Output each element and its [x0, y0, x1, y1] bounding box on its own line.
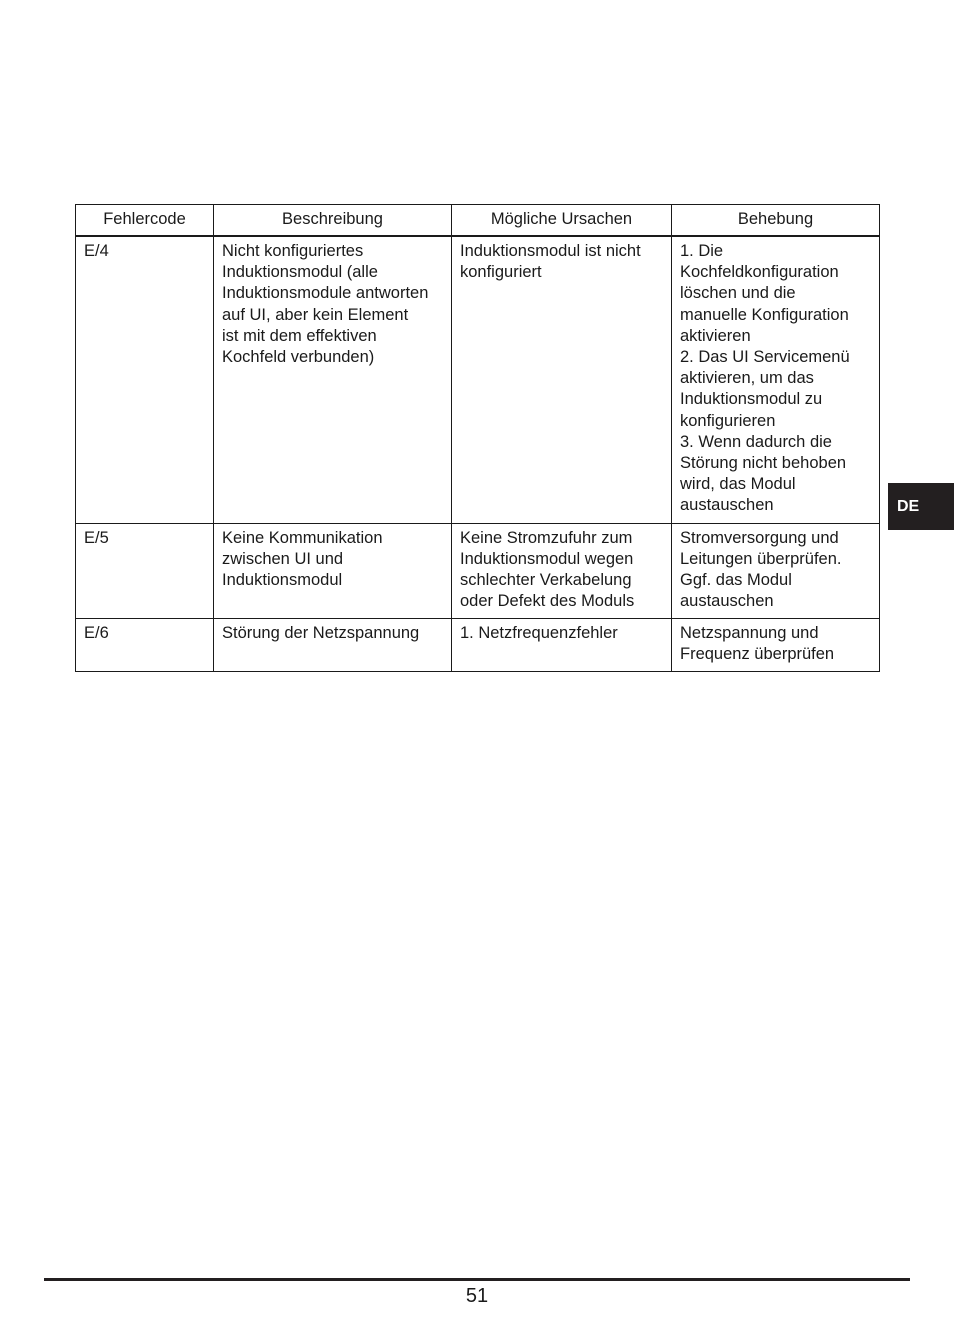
table-row — [76, 236, 880, 523]
cell-code: E/4 — [76, 236, 214, 523]
header-beschreibung: Beschreibung — [214, 205, 452, 237]
cell-description: Störung der Netzspannung — [214, 618, 452, 671]
cell-causes: Keine Stromzufuhr zum Induktionsmodul wegen schlechter Verkabelung oder Defekt des Moduls — [452, 523, 672, 618]
error-code-table — [75, 204, 880, 672]
table-header-row — [76, 205, 880, 237]
cell-causes: 1. Netzfrequenzfehler — [452, 618, 672, 671]
footer-divider — [44, 1278, 910, 1281]
header-fehlercode: Fehlercode — [76, 205, 214, 237]
cell-remedy: Netzspannung und Frequenz überprüfen — [672, 618, 880, 671]
table-row — [76, 618, 880, 671]
page-number: 51 — [465, 1285, 489, 1307]
cell-description: Nicht konfiguriertes Induktionsmodul (alle Induktionsmodule antworten auf UI, aber kein Element ist mit dem effektiven Kochfeld verbunden) — [214, 236, 452, 523]
cell-code: E/6 — [76, 618, 214, 671]
language-tab-label: DE — [897, 497, 920, 515]
table-row — [76, 523, 880, 618]
language-tab — [888, 483, 954, 530]
header-behebung: Behebung — [672, 205, 880, 237]
cell-remedy: Stromversorgung und Leitungen überprüfen. Ggf. das Modul austauschen — [672, 523, 880, 618]
cell-remedy: 1. Die Kochfeldkonfiguration löschen und die manuelle Konfiguration aktivieren 2. Das UI Servicemenü aktivieren, um das Induktionsmodul zu konfigurieren 3. Wenn dadurch die Störung nicht behoben wird, das Modul austauschen — [672, 236, 880, 523]
cell-description: Keine Kommunikation zwischen UI und Induktionsmodul — [214, 523, 452, 618]
cell-causes: Induktionsmodul ist nicht konfiguriert — [452, 236, 672, 523]
header-moegliche-ursachen: Mögliche Ursachen — [452, 205, 672, 237]
cell-code: E/5 — [76, 523, 214, 618]
